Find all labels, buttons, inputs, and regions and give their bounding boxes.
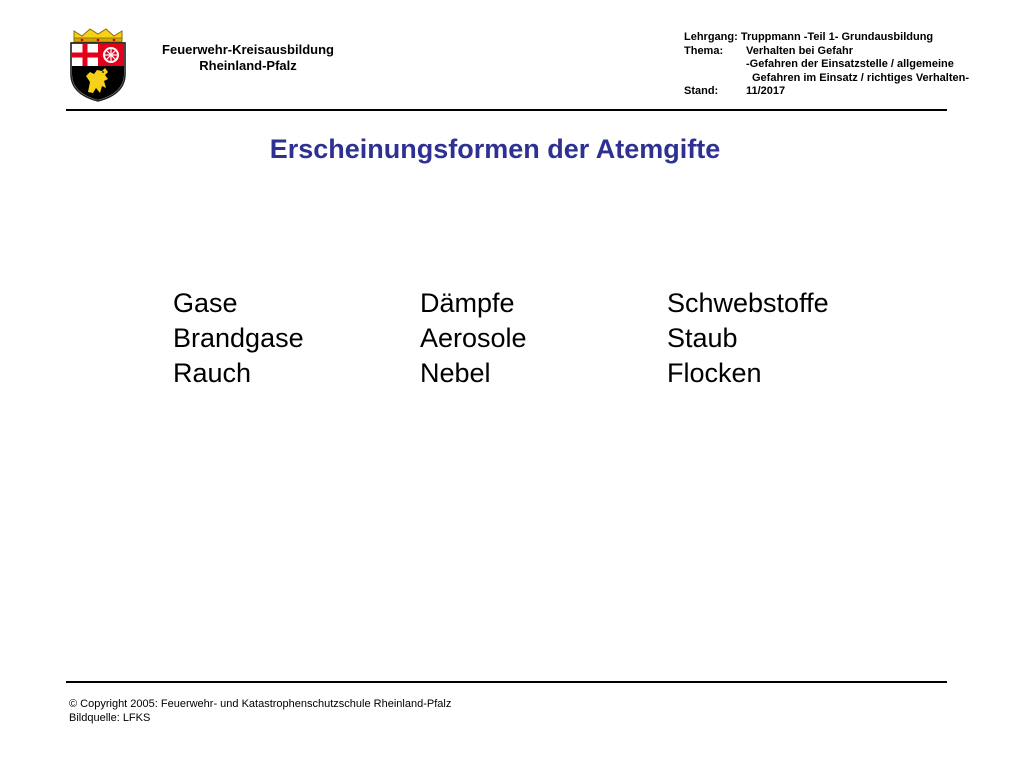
organization-line-2: Rheinland-Pfalz	[199, 58, 297, 73]
topic-value-2: -Gefahren der Einsatzstelle / allgemeine	[746, 58, 954, 70]
term-item: Aerosole	[420, 323, 527, 353]
topic-label: Thema:	[684, 44, 724, 57]
term-item: Nebel	[420, 358, 491, 388]
term-column-3	[667, 286, 907, 391]
term-item: Brandgase	[173, 323, 304, 353]
term-item: Rauch	[173, 358, 252, 388]
topic-row	[684, 45, 1004, 59]
organization-name	[148, 42, 348, 74]
rheinland-pfalz-coat-of-arms-icon	[66, 26, 130, 102]
term-item: Dämpfe	[420, 288, 515, 318]
course-row	[684, 31, 1004, 45]
course-value: Truppmann -Teil 1- Grundausbildung	[740, 31, 934, 43]
mainz-wheel-icon	[98, 44, 124, 66]
page-title: Erscheinungsformen der Atemgifte	[269, 134, 721, 164]
topic-row-3	[684, 72, 1004, 86]
organization-line-1: Feuerwehr-Kreisausbildung	[162, 42, 334, 57]
header-divider	[66, 109, 947, 111]
term-column-1	[173, 286, 413, 391]
term-item: Schwebstoffe	[667, 288, 829, 318]
pfalz-lion-icon	[72, 66, 124, 100]
course-label: Lehrgang:	[684, 31, 738, 43]
trier-cross-icon	[72, 44, 98, 66]
status-label: Stand:	[684, 85, 719, 97]
copyright-text: © Copyright 2005: Feuerwehr- und Katastrophenschutzschule Rheinland-Pfalz	[69, 698, 452, 710]
course-info	[684, 31, 1004, 99]
footer-divider	[66, 681, 947, 683]
term-item: Gase	[173, 288, 238, 318]
topic-value-1: Verhalten bei Gefahr	[746, 44, 853, 57]
term-item: Staub	[667, 323, 738, 353]
footer	[69, 697, 451, 725]
term-column-2	[420, 286, 660, 391]
status-row	[684, 85, 1004, 99]
topic-value-3: Gefahren im Einsatz / richtiges Verhalten-	[752, 71, 970, 84]
status-value: 11/2017	[746, 85, 786, 97]
image-source-text: Bildquelle: LFKS	[69, 712, 151, 724]
term-item: Flocken	[667, 358, 762, 388]
crown-icon	[74, 29, 122, 42]
topic-row-2	[684, 58, 1004, 72]
